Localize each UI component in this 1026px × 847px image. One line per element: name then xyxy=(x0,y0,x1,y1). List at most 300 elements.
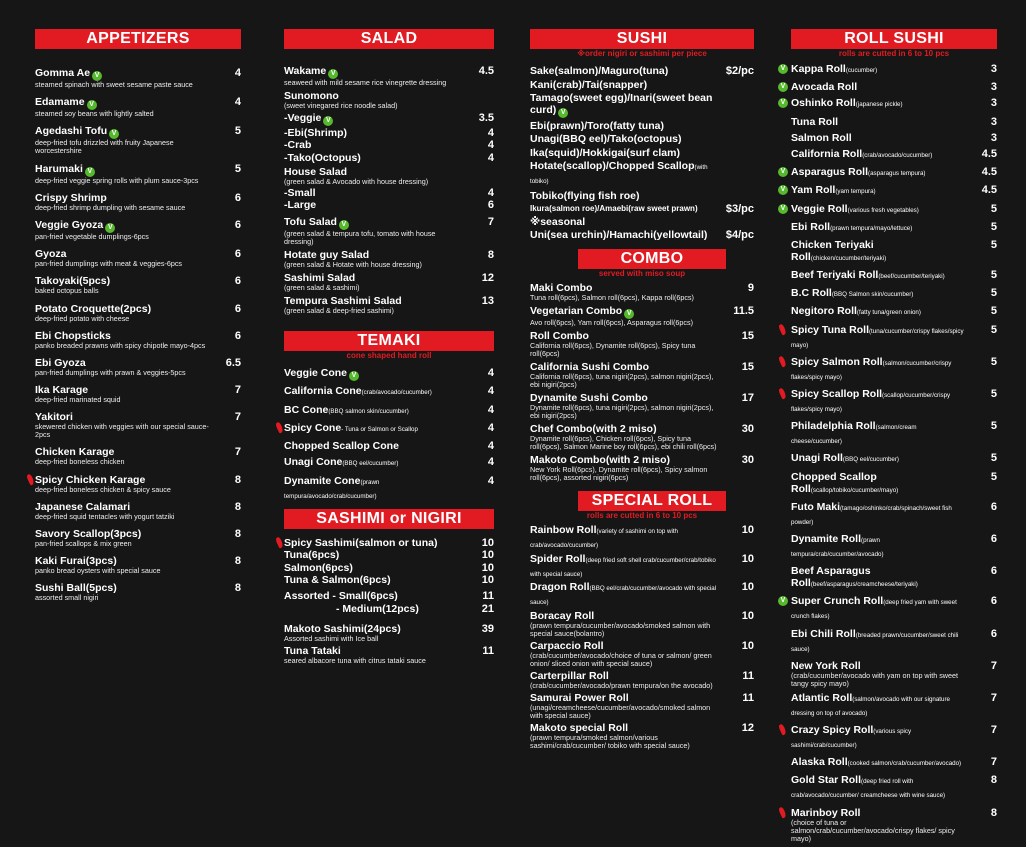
item-price: 6 xyxy=(990,595,997,608)
menu-item xyxy=(35,303,241,323)
appetizers-column xyxy=(35,29,241,610)
menu-item xyxy=(791,239,997,265)
roll-subtitle: rolls are cutted in 6 to 10 pcs xyxy=(838,49,950,58)
item-name-text: Boracay Roll xyxy=(530,609,595,622)
item-extra: (tuna/cucumber/crispy flakes/spicy mayo) xyxy=(791,327,964,349)
item-price: 11 xyxy=(482,644,494,657)
menu-item xyxy=(284,475,494,503)
item-description: New York Roll(6pcs), Dynamite roll(6pcs), Spicy salmon roll(6pcs), assorted nigiri(6pcs) xyxy=(530,465,708,482)
item-description: (choice of tuna or salmon/crab/cucumber/avocado/crispy flakes/ spicy mayo) xyxy=(791,817,955,843)
item-price: 11 xyxy=(742,691,754,704)
item-description: pan-fried scallops & mix green xyxy=(35,539,132,548)
menu-item xyxy=(284,127,494,139)
sushi-subtitle: ※order nigiri or sashimi per piece xyxy=(577,49,707,58)
item-name xyxy=(530,524,724,552)
menu-item xyxy=(284,404,494,418)
menu-item xyxy=(791,420,997,448)
menu-item xyxy=(284,65,494,87)
vegetarian-icon: V xyxy=(328,69,338,79)
sushi-line xyxy=(530,190,754,202)
menu-item xyxy=(791,132,997,144)
item-extra: (tamago/oshinko/crab/spinach/sweet fish powder) xyxy=(791,504,952,526)
item-name-text: New York Roll xyxy=(791,659,861,672)
item-description: panko bread oysters with special sauce xyxy=(35,566,161,576)
seasonal-note: ※seasonal xyxy=(530,216,586,228)
menu-item xyxy=(780,97,997,111)
menu-item xyxy=(35,446,241,466)
vegetarian-icon: V xyxy=(778,185,788,195)
item-description: panko breaded prawns with spicy chipotle mayo-4pcs xyxy=(35,340,206,350)
menu-item xyxy=(284,249,494,269)
item-name-text: Ika Karage xyxy=(35,384,89,397)
item-name xyxy=(35,501,211,513)
item-price: 7 xyxy=(990,756,997,769)
item-extra: (scallop/cucumber/crispy flakes/spicy mayo) xyxy=(791,392,951,413)
menu-item xyxy=(530,581,754,609)
vegetarian-icon: V xyxy=(778,98,788,108)
item-description: Avo roll(6pcs), Yam roll(6pcs), Asparagus roll(6pcs) xyxy=(530,318,693,327)
item-price: 8 xyxy=(990,774,997,787)
sushi-header: SUSHI xyxy=(530,29,754,49)
item-name-text: Veggie Roll xyxy=(791,202,848,215)
item-name xyxy=(284,404,464,418)
item-price: 10 xyxy=(741,639,754,652)
item-price: 7 xyxy=(990,724,997,737)
menu-item xyxy=(530,282,754,302)
item-price: 5 xyxy=(990,355,997,368)
item-extra: (BBQ eel/cucumber) xyxy=(842,456,899,464)
item-name-text: Kaki Furai(3pcs) xyxy=(35,555,117,568)
item-name xyxy=(791,148,967,162)
item-name xyxy=(284,152,464,164)
item-name xyxy=(791,97,967,111)
item-extra: (yam tempura) xyxy=(835,188,876,196)
menu-item xyxy=(791,533,997,561)
item-description: (green salad & tempura tofu, tomato with house dressing) xyxy=(284,229,436,246)
item-description: pan-fried dumplings with meat & veggies-6pcs xyxy=(35,259,183,269)
item-name-text: Kappa Roll xyxy=(791,63,846,75)
menu-item xyxy=(35,96,241,118)
menu-item xyxy=(284,603,494,615)
item-name xyxy=(35,219,211,233)
item-name xyxy=(284,139,464,151)
item-name xyxy=(284,603,464,615)
temaki-list xyxy=(284,367,494,503)
item-name-text: Unagi Cone xyxy=(284,456,343,469)
item-name-text: -Ebi(Shrimp) xyxy=(284,126,347,139)
item-name xyxy=(791,660,967,672)
item-description: seaweed with mild sesame rice vinegrette dressing xyxy=(284,78,447,87)
item-price: 6 xyxy=(234,248,241,261)
item-price: 3 xyxy=(990,97,997,110)
menu-item xyxy=(284,139,494,151)
item-name xyxy=(791,533,967,561)
item-name xyxy=(791,756,967,770)
item-name xyxy=(530,692,724,704)
item-name xyxy=(284,112,464,126)
item-price: 4 xyxy=(487,440,494,453)
item-price: 5 xyxy=(234,125,241,138)
item-price: 5 xyxy=(990,202,997,215)
item-name xyxy=(791,471,967,497)
sushi-line xyxy=(530,203,754,215)
item-name xyxy=(35,163,211,177)
item-description: deep-fried boneless chicken & spicy sauce xyxy=(35,484,171,494)
item-price: 10 xyxy=(741,609,754,622)
item-name-text: Veggie Gyoza xyxy=(35,218,104,231)
item-name xyxy=(284,645,464,657)
vegetarian-icon: V xyxy=(778,82,788,92)
sushi-line-label: Ikura(salmon roe)/Amaebi(raw sweet prawn) xyxy=(530,204,698,213)
menu-item xyxy=(284,166,494,186)
menu-item xyxy=(780,81,997,94)
item-price: 7 xyxy=(234,446,241,459)
item-description: seared albacore tuna with citrus tataki sauce xyxy=(284,655,426,665)
menu-item xyxy=(284,623,494,643)
menu-item xyxy=(791,269,997,283)
item-name xyxy=(530,581,724,609)
menu-item xyxy=(284,562,494,574)
item-name-text: Ebi Chopsticks xyxy=(35,329,111,342)
item-name xyxy=(791,269,967,283)
item-name-text: Dragon Roll xyxy=(530,581,590,593)
sushi-line-label: Tobiko(flying fish roe) xyxy=(530,189,640,202)
item-price: 3 xyxy=(990,81,997,94)
item-description: assorted small nigiri xyxy=(35,593,99,603)
vegetarian-icon: V xyxy=(92,71,102,81)
sushi-line-text xyxy=(530,65,714,77)
item-name xyxy=(791,287,967,301)
item-price: 4 xyxy=(487,474,494,487)
item-name-text: Wakame xyxy=(284,65,327,77)
item-description: steamed soy beans with lightly salted xyxy=(35,109,154,119)
menu-item xyxy=(791,774,997,802)
item-name-text: Spicy Scallop Roll xyxy=(791,388,883,400)
item-description: Dynamite roll(6pcs), tuna nigiri(2pcs), salmon nigiri(2pcs), ebi nigiri(2pcs) xyxy=(530,403,714,420)
item-extra: (salmon/cucumber/crispy flakes/spicy mayo) xyxy=(791,359,952,381)
menu-item xyxy=(284,295,494,315)
item-name-text: California Cone xyxy=(284,385,362,398)
item-price: 4 xyxy=(487,421,494,434)
item-price: 9 xyxy=(747,282,754,294)
item-name-text: Tuna(6pcs) xyxy=(284,549,340,562)
item-name xyxy=(791,356,967,384)
item-name-text: Rainbow Roll xyxy=(530,524,597,536)
menu-item xyxy=(35,163,241,185)
sushi-line-text xyxy=(530,92,714,118)
item-extra: (deep fried roll with crab/avocado/cucumber/ creamcheese with wine sauce) xyxy=(791,778,946,800)
item-name-text: Ebi Chili Roll xyxy=(791,627,856,640)
sushi-price: $3/pc xyxy=(725,203,754,215)
item-name-text: Roll Combo xyxy=(530,330,589,342)
item-description: (prawn tempura/smoked salmon/various sashimi/crab/cucumber/ tobiko with special sauce) xyxy=(530,732,690,750)
item-extra: (scallop/tobiko/cucumber/mayo) xyxy=(810,486,899,494)
sushi-line-label: Ebi(prawn)/Toro(fatty tuna) xyxy=(530,119,664,132)
sushi-column xyxy=(530,29,754,752)
special-subtitle: rolls are cutted in 6 to 10 pcs xyxy=(586,511,698,520)
item-name-text: - Medium(12pcs) xyxy=(336,602,419,615)
item-name-text: Crazy Spicy Roll xyxy=(791,724,874,737)
item-name-text: -Veggie xyxy=(284,112,322,124)
item-name-text: Philadelphia Roll xyxy=(791,420,876,433)
item-price: 6.5 xyxy=(225,356,241,369)
item-extra: (asparagus tempura) xyxy=(868,170,926,178)
item-price: 6 xyxy=(234,218,241,231)
menu-item xyxy=(791,692,997,720)
item-price: 4.5 xyxy=(981,166,997,179)
vegetarian-icon: V xyxy=(778,204,788,214)
item-price: 13 xyxy=(481,295,494,307)
item-name-text: Gomma Ae xyxy=(35,67,91,79)
menu-item xyxy=(791,807,997,843)
sushi-line xyxy=(530,92,754,118)
menu-item xyxy=(530,524,754,552)
item-name-text: Spicy Tuna Roll xyxy=(791,323,869,336)
item-price: 6 xyxy=(234,191,241,204)
item-name-text: Dynamite Sushi Combo xyxy=(530,392,648,404)
item-price: 7 xyxy=(234,411,241,424)
item-price: 3.5 xyxy=(478,112,494,124)
item-name-text: Oshinko Roll xyxy=(791,97,856,110)
menu-item xyxy=(530,454,754,482)
sushi-line-text xyxy=(530,160,714,188)
item-price: 8 xyxy=(487,249,494,261)
menu-item xyxy=(530,361,754,389)
item-name-text: Dynamite Roll xyxy=(791,532,862,545)
item-price: 11 xyxy=(482,590,494,603)
item-price: 11 xyxy=(742,669,754,682)
vegetarian-icon: V xyxy=(339,220,349,230)
item-name xyxy=(791,774,967,802)
sushi-line xyxy=(530,229,754,241)
menu-item xyxy=(284,440,494,452)
item-price: 39 xyxy=(481,622,494,635)
sushi-line-label: Uni(sea urchin)/Hamachi(yellowtail) xyxy=(530,229,708,241)
item-name xyxy=(530,670,724,682)
item-name xyxy=(791,595,967,623)
item-name-text: BC Cone xyxy=(284,403,329,416)
item-name-text: Makoto Combo(with 2 miso) xyxy=(530,454,670,466)
item-price: 6 xyxy=(990,532,997,545)
item-name-text: Super Crunch Roll xyxy=(791,595,884,608)
sushi-line xyxy=(530,65,754,77)
menu-item xyxy=(284,456,494,470)
menu-item xyxy=(780,63,997,77)
item-name xyxy=(530,553,724,581)
item-price: 4 xyxy=(234,96,241,109)
vegetarian-icon: V xyxy=(109,129,119,139)
item-name xyxy=(284,166,464,178)
menu-item xyxy=(780,595,997,623)
item-price: 7 xyxy=(487,216,494,228)
item-name xyxy=(791,81,967,93)
item-extra: (crab/avocado/cucumber) xyxy=(862,151,933,159)
item-name-text: Tofu Salad xyxy=(284,216,337,228)
menu-item xyxy=(791,471,997,497)
item-name-text: Samurai Power Roll xyxy=(530,691,629,704)
item-name-text: Dynamite Cone xyxy=(284,474,361,487)
menu-item xyxy=(35,411,241,439)
sushi-line-label: Sake(salmon)/Maguro(tuna) xyxy=(530,65,669,77)
item-description: baked octopus balls xyxy=(35,286,99,296)
item-extra: (beef/asparagus/creamcheese/teriyaki) xyxy=(810,581,918,589)
sushi-price: $2/pc xyxy=(725,65,754,77)
vegetarian-icon: V xyxy=(105,223,115,233)
item-name xyxy=(284,549,464,561)
item-description: (prawn tempura/cucumber/avocado/smoked salmon with special sauce(bolantro) xyxy=(530,620,711,638)
item-name xyxy=(791,807,967,819)
item-name xyxy=(35,67,211,81)
menu-item xyxy=(284,152,494,164)
menu-item xyxy=(530,553,754,581)
item-name-text: Carpaccio Roll xyxy=(530,639,604,652)
sushi-line-text xyxy=(530,203,714,215)
item-name-text: Harumaki xyxy=(35,162,83,175)
menu-item xyxy=(284,574,494,586)
item-extra: (deep fried soft shell crab/cucumber/crab/tobiko with special sauce) xyxy=(530,556,716,578)
item-name xyxy=(35,96,211,110)
item-price: 3 xyxy=(990,63,997,75)
item-price: 10 xyxy=(741,524,754,536)
menu-item xyxy=(284,216,494,246)
menu-item xyxy=(530,670,754,690)
item-name-text: Beef Asparagus Roll xyxy=(791,565,871,590)
item-name-text: Sunomono xyxy=(284,90,339,102)
item-name-text: Marinboy Roll xyxy=(791,806,861,819)
item-name-text: -Crab xyxy=(284,139,312,151)
menu-item xyxy=(35,275,241,295)
item-price: 4 xyxy=(487,456,494,469)
menu-item xyxy=(35,528,241,548)
vegetarian-icon: V xyxy=(624,309,634,319)
item-name xyxy=(284,623,464,635)
item-name xyxy=(284,590,464,602)
menu-item xyxy=(35,67,241,89)
item-price: 10 xyxy=(741,552,754,565)
item-name xyxy=(284,127,464,139)
item-price: 5 xyxy=(990,220,997,233)
item-name-text: Takoyaki(5pcs) xyxy=(35,275,111,288)
item-name-text: Tuna Tataki xyxy=(284,644,341,657)
item-price: 8 xyxy=(234,528,241,540)
item-name-text: Atlantic Roll xyxy=(791,691,853,704)
appetizers-header: APPETIZERS xyxy=(35,29,241,49)
menu-item xyxy=(35,582,241,602)
menu-item xyxy=(530,330,754,358)
item-price: 12 xyxy=(741,721,754,734)
item-extra: (prawn tempura/avocado/crab/cucumber) xyxy=(284,478,380,500)
item-name xyxy=(791,239,967,265)
item-name-text: Potato Croquette(2pcs) xyxy=(35,302,152,315)
item-extra: (various fresh vegetables) xyxy=(847,206,919,214)
menu-item xyxy=(791,221,997,235)
item-price: 4.5 xyxy=(981,184,997,197)
menu-item xyxy=(791,628,997,656)
sushi-line-text xyxy=(530,79,714,91)
sushi-line xyxy=(530,160,754,188)
item-name xyxy=(791,221,967,235)
item-name xyxy=(284,199,464,211)
item-price: 4 xyxy=(487,186,494,199)
item-name-text: Chef Combo(with 2 miso) xyxy=(530,423,657,435)
item-description: steamed spinach with sweet sesame paste sauce xyxy=(35,80,193,89)
chili-pepper-icon xyxy=(26,473,35,485)
item-name-text: Savory Scallop(3pcs) xyxy=(35,528,142,540)
item-name-text: Yakitori xyxy=(35,411,73,424)
item-name xyxy=(284,562,464,574)
item-price: 10 xyxy=(741,581,754,593)
menu-item xyxy=(530,392,754,420)
item-description: skewered chicken with veggies with our special sauce-2pcs xyxy=(35,422,209,440)
menu-item xyxy=(35,384,241,404)
item-description: Assorted sashimi with Ice ball xyxy=(284,633,379,643)
item-price: 17 xyxy=(741,392,754,404)
item-name-text: Ebi Roll xyxy=(791,220,831,233)
sashimi-header: SASHIMI or NIGIRI xyxy=(284,509,494,529)
item-extra: (fatty tuna/green onion) xyxy=(856,309,921,317)
item-name-text: Crispy Shrimp xyxy=(35,191,107,204)
sashimi-list xyxy=(284,537,494,665)
menu-item xyxy=(791,452,997,466)
item-name xyxy=(284,216,464,230)
item-price: 5 xyxy=(990,388,997,400)
appetizers-list xyxy=(35,67,241,602)
item-name-text: Negitoro Roll xyxy=(791,305,857,318)
sushi-line xyxy=(530,133,754,145)
menu-item xyxy=(791,501,997,529)
item-name-text: Unagi Roll xyxy=(791,452,843,465)
item-description: deep-fried veggie spring rolls with plum sauce-3pcs xyxy=(35,175,199,185)
menu-item xyxy=(35,501,241,521)
item-name-text: California Sushi Combo xyxy=(530,361,650,373)
menu-item xyxy=(284,590,494,602)
menu-item xyxy=(284,112,494,126)
item-name xyxy=(791,184,967,198)
sushi-line-label: Tamago(sweet egg)/Inari(sweet bean curd) xyxy=(530,92,713,116)
item-extra: - Tuna or Salmon or Scallop xyxy=(341,425,418,433)
item-name-text: Makoto special Roll xyxy=(530,721,629,734)
menu-item xyxy=(530,640,754,668)
item-name xyxy=(35,192,211,204)
item-price: 6 xyxy=(234,329,241,342)
item-price: 4 xyxy=(487,151,494,164)
item-price: 10 xyxy=(481,574,494,587)
sushi-line xyxy=(530,147,754,159)
item-price: 3 xyxy=(990,131,997,144)
menu-item xyxy=(284,367,494,381)
item-price: 8 xyxy=(990,806,997,819)
item-price: 15 xyxy=(741,330,754,342)
sushi-line-label: Ika(squid)/Hokkigai(surf clam) xyxy=(530,146,680,159)
item-name xyxy=(791,305,967,319)
chili-pepper-icon xyxy=(778,323,787,335)
item-price: 7 xyxy=(990,659,997,672)
item-name xyxy=(35,303,211,315)
salad-list xyxy=(284,65,494,315)
menu-item xyxy=(284,549,494,561)
item-price: 4.5 xyxy=(981,147,997,160)
menu-item xyxy=(284,187,494,199)
item-price: 6 xyxy=(234,275,241,288)
item-price: 21 xyxy=(481,602,494,615)
item-name-text: Ebi Gyoza xyxy=(35,356,86,369)
menu-item xyxy=(284,272,494,292)
menu-item xyxy=(35,357,241,377)
item-name-text: Japanese Calamari xyxy=(35,500,131,513)
item-price: 10 xyxy=(481,536,494,549)
item-name-text: Chicken Teriyaki Roll xyxy=(791,238,874,263)
menu-item xyxy=(284,90,494,110)
